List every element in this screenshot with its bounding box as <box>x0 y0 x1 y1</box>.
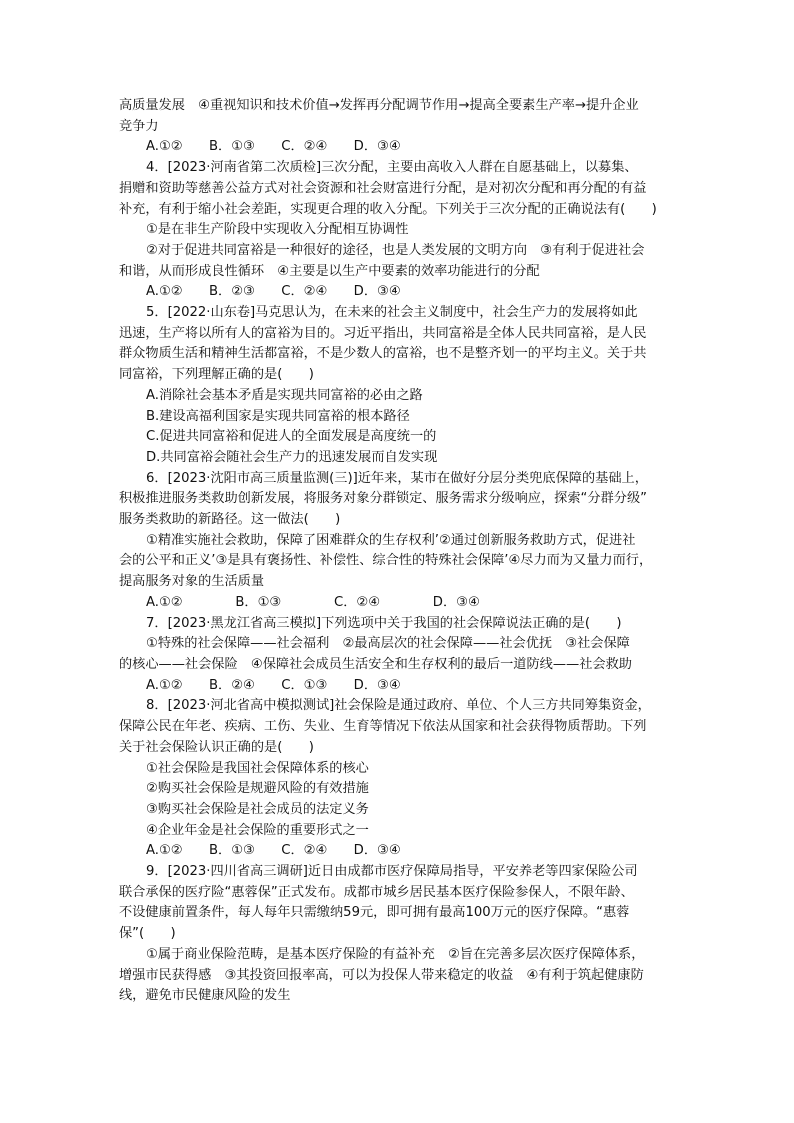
document-body <box>119 96 679 1007</box>
text-line: D.共同富裕会随社会生产力的迅速发展而自发实现 <box>146 449 438 465</box>
text-line: ②购买社会保险是规避风险的有效措施 <box>146 781 369 797</box>
text-line: 不设健康前置条件，每人每年只需缴纳59元，即可拥有最高100万元的医疗保障。“惠蓉 <box>119 905 630 921</box>
text-line: 保障公民在年老、疾病、工伤、失业、生育等情况下依法从国家和社会获得物质帮助。下列 <box>119 719 647 735</box>
text-line: A.①② B．②④ C．①③ D．③④ <box>146 677 401 693</box>
text-line: 关于社会保险认识正确的是( ) <box>119 739 314 755</box>
text-line: 联合承保的医疗险“惠蓉保”正式发布。成都市城乡居民基本医疗保险参保人，不限年龄、 <box>119 884 634 900</box>
text-line: 竞争力 <box>119 118 159 134</box>
text-line: 高质量发展 ④重视知识和技术价值→发挥再分配调节作用→提高全要素生产率→提升企业 <box>119 98 639 113</box>
text-line: 7．[2023·黑龙江省高三模拟]下列选项中关于我国的社会保障说法正确的是( ) <box>146 615 622 631</box>
text-line: 线，避免市民健康风险的发生 <box>119 988 291 1004</box>
text-line: ④企业年金是社会保险的重要形式之一 <box>146 822 369 838</box>
text-line: 和谐，从而形成良性循环 ④主要是以生产中要素的效率功能进行的分配 <box>119 263 540 279</box>
text-line: B.建设高福利国家是实现共同富裕的根本路径 <box>146 408 410 424</box>
text-line: 4．[2023·河南省第二次质检]三次分配，主要由高收入人群在自愿基础上，以募集、 <box>146 160 638 176</box>
text-line: ②对于促进共同富裕是一种很好的途径，也是人类发展的文明方向 ③有利于促进社会 <box>146 242 645 258</box>
text-line: A.①② B．②③ C．②④ D．③④ <box>146 284 401 300</box>
text-line: 的核心——社会保险 ④保障社会成员生活安全和生存权利的最后一道防线——社会救助 <box>119 656 632 672</box>
text-line: 捐赠和资助等慈善公益方式对社会资源和社会财富进行分配，是对初次分配和再分配的有益 <box>119 180 647 196</box>
text-line: A.①② B．①③ C．②④ D．③④ <box>146 594 480 610</box>
text-line: 服务类救助的新路径。这一做法( ) <box>119 512 341 528</box>
text-line: 6．[2023·沈阳市高三质量监测(三)]近年来，某市在做好分层分类兜底保障的基础上， <box>146 470 648 486</box>
text-line: 同富裕，下列理解正确的是( ) <box>119 367 314 383</box>
text-line: 增强市民获得感 ③其投资回报率高，可以为投保人带来稳定的收益 ④有利于筑起健康防 <box>119 967 644 983</box>
text-line: A.①② B．①③ C．②④ D．③④ <box>146 139 401 155</box>
text-line: ③购买社会保险是社会成员的法定义务 <box>146 801 369 817</box>
text-line: ①社会保险是我国社会保障体系的核心 <box>146 760 369 776</box>
text-line: 8．[2023·河北省高中模拟测试]社会保险是通过政府、单位、个人三方共同筹集资金， <box>146 698 651 714</box>
text-line: 迅速，生产将以所有人的富裕为目的。习近平指出，共同富裕是全体人民共同富裕，是人民 <box>119 325 647 341</box>
text-line: C.促进共同富裕和促进人的全面发展是高度统一的 <box>146 429 437 445</box>
text-line: 会的公平和正义’③是具有褒扬性、补偿性、综合性的特殊社会保障’④尽力而为又量力而行， <box>119 553 653 569</box>
text-line: 保”( ) <box>119 926 176 942</box>
text-line: A.消除社会基本矛盾是实现共同富裕的必由之路 <box>146 387 423 403</box>
text-line: ①特殊的社会保障——社会福利 ②最高层次的社会保障——社会优抚 ③社会保障 <box>146 636 630 652</box>
text-line: 积极推进服务类救助创新发展，将服务对象分群锁定、服务需求分级响应，探索“分群分级” <box>119 491 647 507</box>
text-line: 提高服务对象的生活质量 <box>119 574 265 590</box>
text-line: 群众物质生活和精神生活都富裕，不是少数人的富裕，也不是整齐划一的平均主义。关于共 <box>119 346 647 362</box>
text-line: ①是在非生产阶段中实现收入分配相互协调性 <box>146 222 409 238</box>
text-line: 补充，有利于缩小社会差距，实现更合理的收入分配。下列关于三次分配的正确说法有( ) <box>119 201 657 217</box>
text-line: ①属于商业保险范畴，是基本医疗保险的有益补充 ②旨在完善多层次医疗保障体系， <box>146 946 645 962</box>
text-line: ①精准实施社会救助，保障了困难群众的生存权利’②通过创新服务救助方式，促进社 <box>146 532 636 548</box>
text-line: 5．[2022·山东卷]马克思认为，在未来的社会主义制度中，社会生产力的发展将如此 <box>146 305 638 321</box>
text-line: 9．[2023·四川省高三调研]近日由成都市医疗保障局指导，平安养老等四家保险公司 <box>146 864 638 880</box>
text-line: A.①② B．①③ C．②④ D．③④ <box>146 843 401 859</box>
